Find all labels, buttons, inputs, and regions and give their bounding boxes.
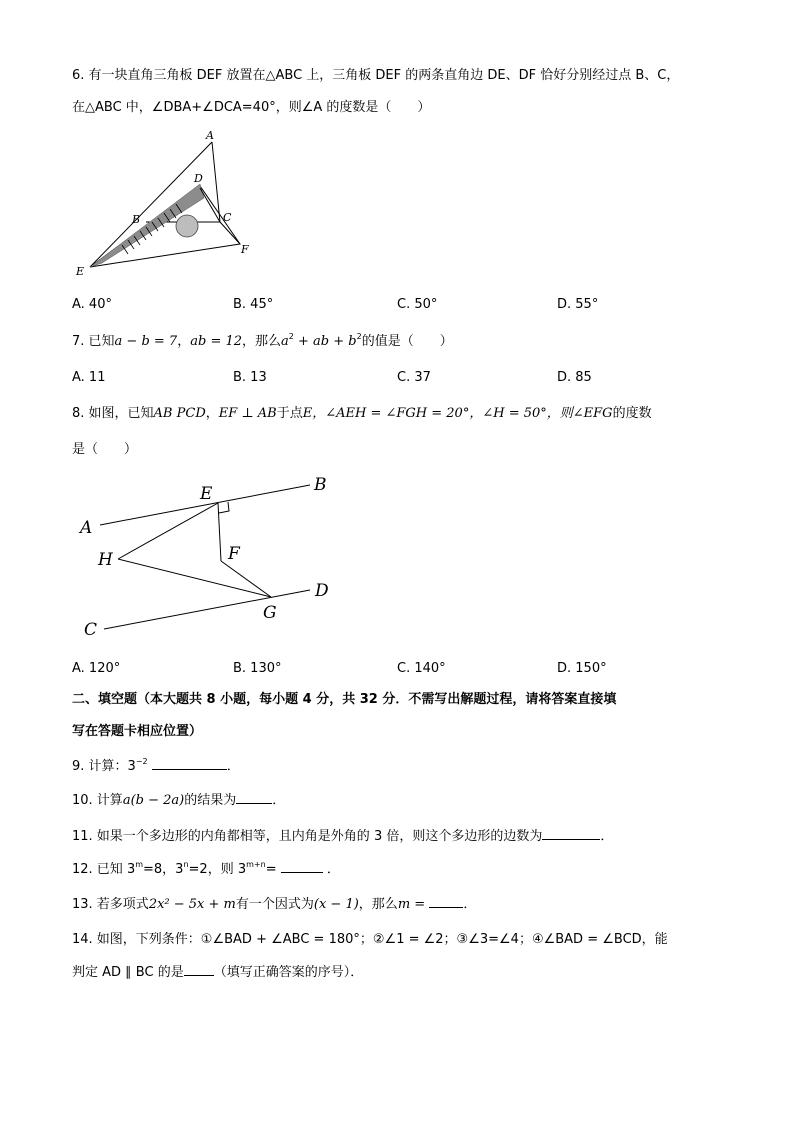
- q8-suffix: 的度数: [612, 406, 652, 421]
- q7-expr3a: a: [281, 334, 289, 349]
- q6-option-a: A. 40°: [72, 297, 112, 312]
- q9-prefix: 9. 计算：3: [72, 759, 136, 774]
- q12-p4: =: [265, 862, 277, 877]
- q9-answer-blank[interactable]: [152, 757, 227, 770]
- q7-expr2: ab = 12: [190, 334, 243, 349]
- q6-option-d: D. 55°: [557, 297, 599, 312]
- q11-end: ．: [600, 829, 614, 844]
- q8-mid1: 于点: [276, 406, 303, 421]
- q12-p3: =2，则 3: [188, 862, 247, 877]
- q8-option-a: A. 120°: [72, 661, 121, 676]
- q8-line-fg: [221, 561, 271, 597]
- q8-label-g: G: [263, 603, 277, 623]
- q13-mid2: ，那么: [358, 897, 398, 912]
- q7-mid: ，那么: [242, 334, 282, 349]
- q9-end: ．: [226, 759, 240, 774]
- q6-figure: [72, 130, 272, 280]
- q12-answer-blank[interactable]: [281, 860, 323, 873]
- q7-text: [72, 333, 453, 351]
- q12-e2: n: [183, 860, 189, 869]
- q6-option-c: C. 50°: [397, 297, 438, 312]
- section2-heading-line1: 二、填空题（本大题共 8 小题，每小题 4 分，共 32 分．不需写出解题过程，请将答案直接填: [72, 692, 617, 707]
- q8-point: E: [302, 406, 313, 421]
- q13-prefix: 13. 若多项式: [72, 897, 149, 912]
- q10-expr: a(b − 2a): [122, 793, 185, 808]
- q8-text-line2: 是（ ）: [72, 442, 138, 457]
- q14-text-line1: 14. 如图，下列条件：①∠BAD + ∠ABC = 180°；②∠1 = ∠2；③∠3=∠4；④∠BAD = ∠BCD，能: [72, 932, 668, 947]
- q13-expr: 2x² − 5x + m: [148, 897, 236, 912]
- q7-suffix: 的值是（ ）: [361, 334, 453, 349]
- q8-line-hg: [118, 559, 271, 597]
- q13-mid: 有一个因式为: [235, 897, 314, 912]
- q9-text: [72, 757, 240, 776]
- section2-heading-line2: 写在答题卡相应位置）: [72, 724, 203, 739]
- q6-label-d: D: [194, 172, 203, 185]
- q11-text: [72, 827, 613, 846]
- q7-option-c: C. 37: [397, 370, 431, 385]
- q8-expr2: EF ⊥ AB: [218, 406, 277, 421]
- q12-e3: m+n: [246, 860, 266, 869]
- q6-label-f: F: [241, 243, 249, 256]
- q13-end: ．: [463, 897, 477, 912]
- q10-answer-blank[interactable]: [236, 791, 272, 804]
- q6-label-e: E: [76, 265, 85, 278]
- q6-label-a: A: [206, 129, 214, 142]
- q14-line2-end: （填写正确答案的序号）．: [213, 965, 364, 980]
- q9-exp: −2: [135, 757, 148, 766]
- q7-option-d: D. 85: [557, 370, 592, 385]
- q8-text-line1: [72, 405, 652, 423]
- q6-protractor-circle: [176, 215, 198, 237]
- q13-var: m =: [397, 897, 426, 912]
- q12-text: [72, 860, 340, 879]
- q6-text-line1: 6. 有一块直角三角板 DEF 放置在△ABC 上，三角板 DEF 的两条直角边 DE、DF 恰好分别经过点 B、C，: [72, 68, 680, 83]
- q7-expr3b: + ab + b: [293, 334, 357, 349]
- q6-option-b: B. 45°: [233, 297, 274, 312]
- q12-p2: =8，3: [143, 862, 184, 877]
- q8-option-d: D. 150°: [557, 661, 607, 676]
- q7-sep: ，: [177, 334, 191, 349]
- q10-end: ．: [272, 793, 286, 808]
- q7-prefix: 7. 已知: [72, 334, 115, 349]
- q8-label-a: A: [80, 518, 93, 538]
- q7-exp1: 2: [288, 332, 294, 341]
- q7-exp2: 2: [356, 332, 362, 341]
- q8-right-angle-mark: [219, 502, 229, 513]
- q14-answer-blank[interactable]: [184, 963, 214, 976]
- q8-line-ef: [218, 503, 221, 561]
- q14-text-line2: [72, 963, 363, 982]
- q6-label-b: B: [132, 213, 141, 226]
- q8-label-b: B: [314, 475, 327, 495]
- q10-suffix: 的结果为: [184, 793, 237, 808]
- q8-label-c: C: [84, 620, 98, 640]
- q8-mid2: ，∠AEH = ∠FGH = 20°，∠H = 50°，则∠EFG: [312, 406, 613, 421]
- q11-body: 11. 如果一个多边形的内角都相等，且内角是外角的 3 倍，则这个多边形的边数为: [72, 829, 543, 844]
- q8-label-e: E: [200, 484, 213, 504]
- q8-label-d: D: [315, 581, 329, 601]
- q8-figure: [78, 473, 358, 643]
- q8-sep: ，: [205, 406, 219, 421]
- q7-option-b: B. 13: [233, 370, 267, 385]
- q8-label-f: F: [228, 544, 240, 564]
- q13-factor: (x − 1): [313, 897, 359, 912]
- q12-end: ．: [326, 862, 340, 877]
- q8-label-h: H: [98, 550, 113, 570]
- q7-option-a: A. 11: [72, 370, 106, 385]
- q8-option-b: B. 130°: [233, 661, 282, 676]
- q8-prefix: 8. 如图，已知: [72, 406, 154, 421]
- q8-line-cd: [104, 590, 310, 629]
- q13-answer-blank[interactable]: [429, 895, 463, 908]
- q12-p1: 12. 已知 3: [72, 862, 136, 877]
- q11-answer-blank[interactable]: [542, 827, 600, 840]
- q8-line-eh: [118, 503, 218, 559]
- q8-expr1: AB PCD: [153, 406, 206, 421]
- q7-expr1: a − b = 7: [114, 334, 178, 349]
- q12-e1: m: [135, 860, 144, 869]
- q6-label-c: C: [223, 211, 232, 224]
- q10-prefix: 10. 计算: [72, 793, 123, 808]
- q8-option-c: C. 140°: [397, 661, 446, 676]
- q6-text-line2: 在△ABC 中，∠DBA+∠DCA=40°，则∠A 的度数是（ ）: [72, 100, 431, 115]
- q10-text: [72, 791, 285, 810]
- q13-text: [72, 895, 476, 914]
- q14-line2-start: 判定 AD ∥ BC 的是: [72, 965, 184, 980]
